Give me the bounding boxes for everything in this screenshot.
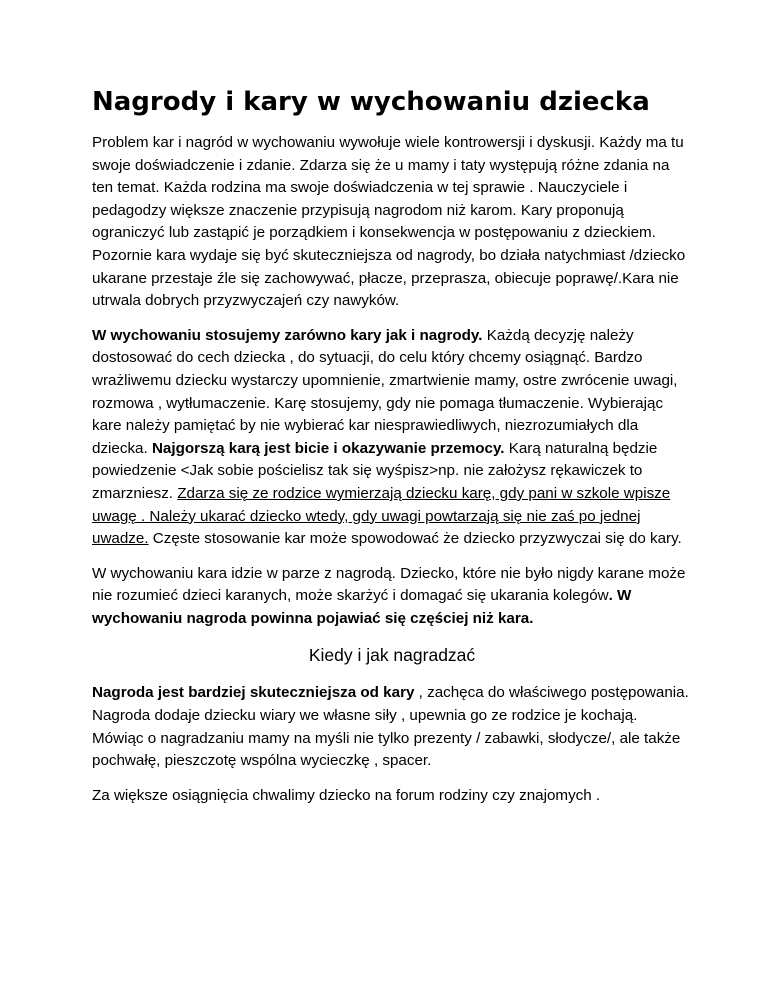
paragraph-3 xyxy=(92,563,692,631)
bold-text: Nagroda jest bardziej skuteczniejsza od kary xyxy=(92,684,415,702)
bold-text: . W wychowaniu nagroda powinna pojawiać się częściej niż kara. xyxy=(92,587,632,627)
paragraph-text: Karą naturalną będzie powiedzenie <Jak sobie pościelisz tak się wyśpisz>np. nie założysz rękawiczek to zmarzniesz. xyxy=(92,439,658,502)
bold-text: Najgorszą karą jest bicie i okazywanie przemocy. xyxy=(151,439,505,457)
paragraph-5: Za większe osiągnięcia chwalimy dziecko na forum rodziny czy znajomych . xyxy=(92,786,601,804)
paragraph-text: W wychowaniu kara idzie w parze z nagrodą. Dziecko, które nie było nigdy karane może nie rozumieć dzieci karanych, może skarżyć i domagać się ukarania kolegów xyxy=(92,564,686,605)
paragraph-4 xyxy=(92,682,692,772)
paragraph-2 xyxy=(92,325,692,551)
paragraph-text: Częste stosowanie kar może spowodować że dziecko przyzwyczai się do kary. xyxy=(148,530,682,548)
document-title: Nagrody i kary w wychowaniu dziecka xyxy=(92,87,650,117)
bold-text: W wychowaniu stosujemy zarówno kary jak i nagrody. xyxy=(92,326,483,344)
paragraph-text: , zachęca do właściwego postępowania. Nagroda dodaje dziecku wiary we własne siły , upewnia go ze rodzice je kochają. Mówiąc o nagradzaniu mamy na myśli nie tylko prezenty / zabawki, słodycze/, ale także pochwałę, pieszczotę wspólna wycieczkę , spacer. xyxy=(92,684,689,770)
paragraph-1: Problem kar i nagród w wychowaniu wywołuje wiele kontrowersji i dyskusji. Każdy ma tu swoje doświadczenie i zdanie. Zdarza się że u mamy i taty występują różne zdania na ten temat. Każda rodzina ma swoje doświadczenia w tej sprawie . Nauczyciele i pedagodzy większe znaczenie przypisują nagrodom niż karom. Kary proponują ograniczyć lub zastąpić je porządkiem i konsekwencja w postępowaniu z dzieckiem. Pozornie kara wydaje się być skuteczniejsza od nagrody, bo działa natychmiast /dziecko ukarane przestaje źle się zachowywać, płacze, przeprasza, obiecuje poprawę/.Kara nie utrwala dobrych przyzwyczajeń czy nawyków. xyxy=(92,134,686,310)
paragraph-text: Każdą decyzję należy dostosować do cech dziecka , do sytuacji, do celu który chcemy osiągnąć. Bardzo wrażliwemu dziecku wystarczy upomnienie, zmartwienie mamy, ostre zwrócenie uwagi, rozmowa , wytłumaczenie. Karę stosujemy, gdy nie pomaga tłumaczenie. Wybierając kare należy pamiętać by nie wybierać kar niesprawiedliwych, niezrozumiałych dla dziecka. xyxy=(92,326,678,457)
document-page xyxy=(92,84,692,819)
underlined-text: Zdarza się ze rodzice wymierzają dziecku karę, gdy pani w szkole wpisze uwagę . Należy ukarać dziecko wtedy, gdy uwagi powtarzają się nie zaś po jednej uwadze. xyxy=(92,484,671,548)
section-heading: Kiedy i jak nagradzać xyxy=(308,645,476,666)
